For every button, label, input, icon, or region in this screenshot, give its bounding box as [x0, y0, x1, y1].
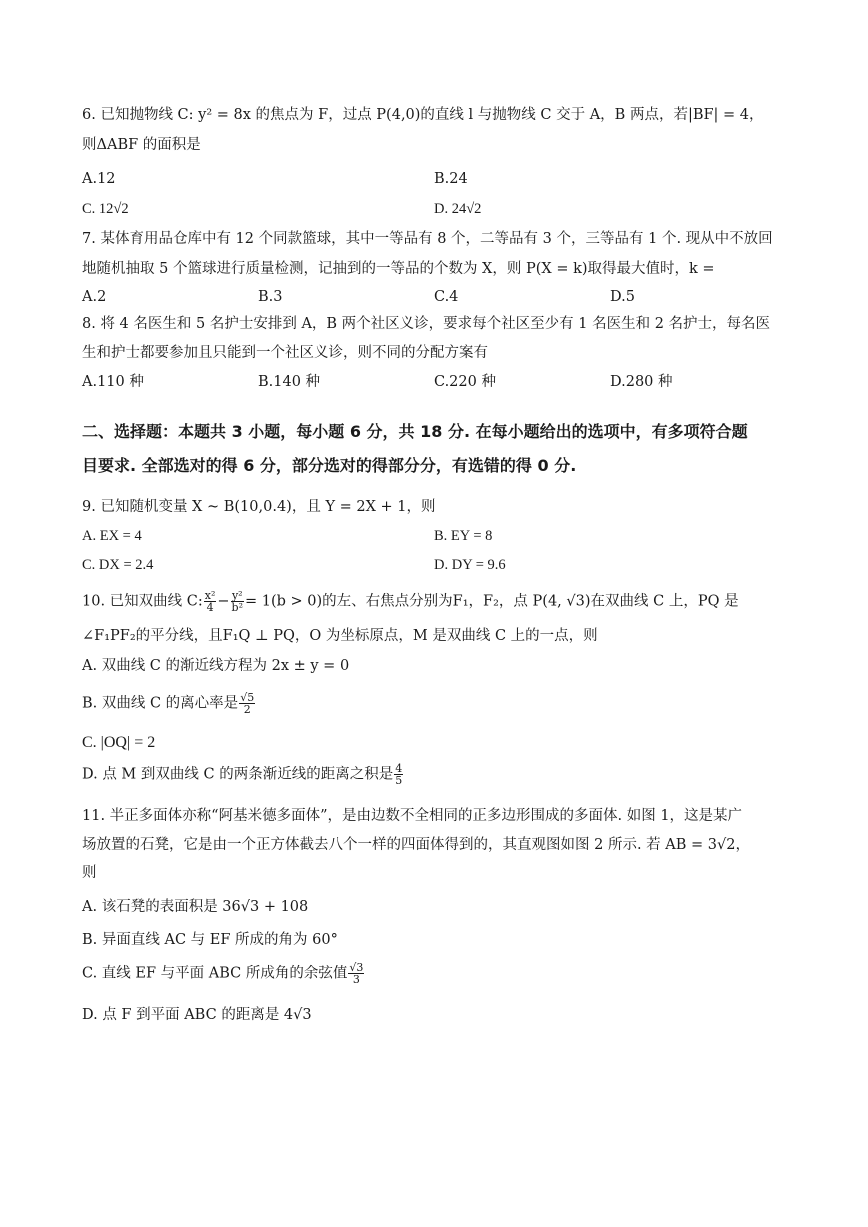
q6-option-a: A.12 — [82, 171, 116, 187]
q10-option-d — [82, 763, 828, 786]
q11-option-c-den: 3 — [352, 973, 360, 986]
q8-stem-line2: 生和护士都要参加且只能到一个社区义诊，则不同的分配方案有 — [82, 345, 488, 361]
q10-option-b-num: √5 — [240, 691, 255, 704]
q10-option-d-den: 5 — [395, 774, 403, 787]
q10-frac-x-num: x² — [204, 589, 216, 602]
q10-option-b-text: B. 双曲线 C 的离心率是 — [82, 695, 239, 712]
q10-frac-y-num: y² — [231, 589, 243, 602]
q9-option-a: A. EX = 4 — [82, 528, 142, 544]
q10-option-c: C. |OQ| = 2 — [82, 734, 156, 751]
q11-option-c — [82, 962, 828, 985]
q6-stem-line1: 6. 已知抛物线 C: y² = 8x 的焦点为 F，过点 P(4,0)的直线 l 与抛物线 C 交于 A，B 两点，若|BF| = 4， — [82, 107, 764, 123]
q8-stem-line1: 8. 将 4 名医生和 5 名护士安排到 A，B 两个社区义诊，要求每个社区至少有 1 名医生和 2 名护士，每名医 — [82, 316, 771, 332]
q8-option-c: C.220 种 — [434, 374, 496, 390]
q8-option-a: A.110 种 — [82, 374, 144, 390]
q10-frac-x — [204, 590, 217, 613]
section-heading-line1: 二、选择题：本题共 3 小题，每小题 6 分，共 18 分. 在每小题给出的选项中，有多项符合题 — [82, 422, 748, 441]
q11-stem-line3: 则 — [82, 865, 97, 881]
q10-option-b — [82, 692, 828, 715]
q10-mid: = 1(b > 0)的左、右焦点分别为F₁，F₂，点 P(4, √3)在双曲线 C 上，PQ 是 — [245, 593, 739, 610]
q11-option-c-text: C. 直线 EF 与平面 ABC 所成角的余弦值 — [82, 965, 348, 982]
q6-option-b: B.24 — [434, 171, 468, 187]
q10-option-d-frac — [394, 763, 403, 786]
q6-option-d: D. 24√2 — [434, 201, 482, 217]
q11-option-b: B. 异面直线 AC 与 EF 所成的角为 60° — [82, 932, 338, 948]
q7-option-c: C.4 — [434, 289, 459, 305]
section-heading-line2: 目要求. 全部选对的得 6 分，部分选对的得部分分，有选错的得 0 分. — [82, 456, 577, 475]
q10-stem-line1 — [82, 590, 828, 613]
q6-option-c: C. 12√2 — [82, 201, 129, 217]
q8-option-b: B.140 种 — [258, 374, 321, 390]
q9-option-b: B. EY = 8 — [434, 528, 493, 544]
q7-stem-line2: 地随机抽取 5 个篮球进行质量检测，记抽到的一等品的个数为 X，则 P(X = k)取得最大值时，k = — [82, 261, 715, 277]
q10-stem-line2: ∠F₁PF₂的平分线，且F₁Q ⊥ PQ，O 为坐标原点，M 是双曲线 C 上的一点，则 — [82, 628, 598, 644]
q10-prefix: 10. 已知双曲线 C: — [82, 593, 203, 610]
q7-option-a: A.2 — [82, 289, 107, 305]
q9-stem: 9. 已知随机变量 X ~ B(10,0.4)，且 Y = 2X + 1，则 — [82, 499, 436, 515]
q11-option-d: D. 点 F 到平面 ABC 的距离是 4√3 — [82, 1007, 312, 1023]
q10-minus: − — [217, 593, 230, 610]
q10-option-d-text: D. 点 M 到双曲线 C 的两条渐近线的距离之积是 — [82, 766, 394, 783]
q7-option-d: D.5 — [610, 289, 635, 305]
q11-option-c-frac — [348, 962, 364, 985]
q10-frac-y-den: b² — [231, 601, 243, 614]
q7-stem-line1: 7. 某体育用品仓库中有 12 个同款篮球，其中一等品有 8 个，二等品有 3 个，三等品有 1 个. 现从中不放回 — [82, 231, 773, 247]
q11-stem-line2: 场放置的石凳，它是由一个正方体截去八个一样的四面体得到的，其直观图如图 2 所示. 若 AB = 3√2， — [82, 837, 750, 853]
q10-option-b-frac — [239, 692, 255, 715]
q11-stem-line1: 11. 半正多面体亦称“阿基米德多面体”，是由边数不全相同的正多边形围成的多面体. 如图 1，这是某广 — [82, 808, 743, 824]
q10-option-b-den: 2 — [243, 703, 251, 716]
q6-stem-line2: 则ΔABF 的面积是 — [82, 137, 201, 153]
q9-option-c: C. DX = 2.4 — [82, 557, 154, 573]
q11-option-c-num: √3 — [349, 961, 364, 974]
q10-option-d-num: 4 — [395, 762, 403, 775]
q10-frac-x-den: 4 — [206, 601, 214, 614]
q7-option-b: B.3 — [258, 289, 283, 305]
q11-option-a: A. 该石凳的表面积是 36√3 + 108 — [82, 899, 309, 915]
q8-option-d: D.280 种 — [610, 374, 673, 390]
q9-option-d: D. DY = 9.6 — [434, 557, 506, 573]
q10-frac-y — [231, 590, 244, 613]
q10-option-a: A. 双曲线 C 的渐近线方程为 2x ± y = 0 — [82, 658, 350, 674]
